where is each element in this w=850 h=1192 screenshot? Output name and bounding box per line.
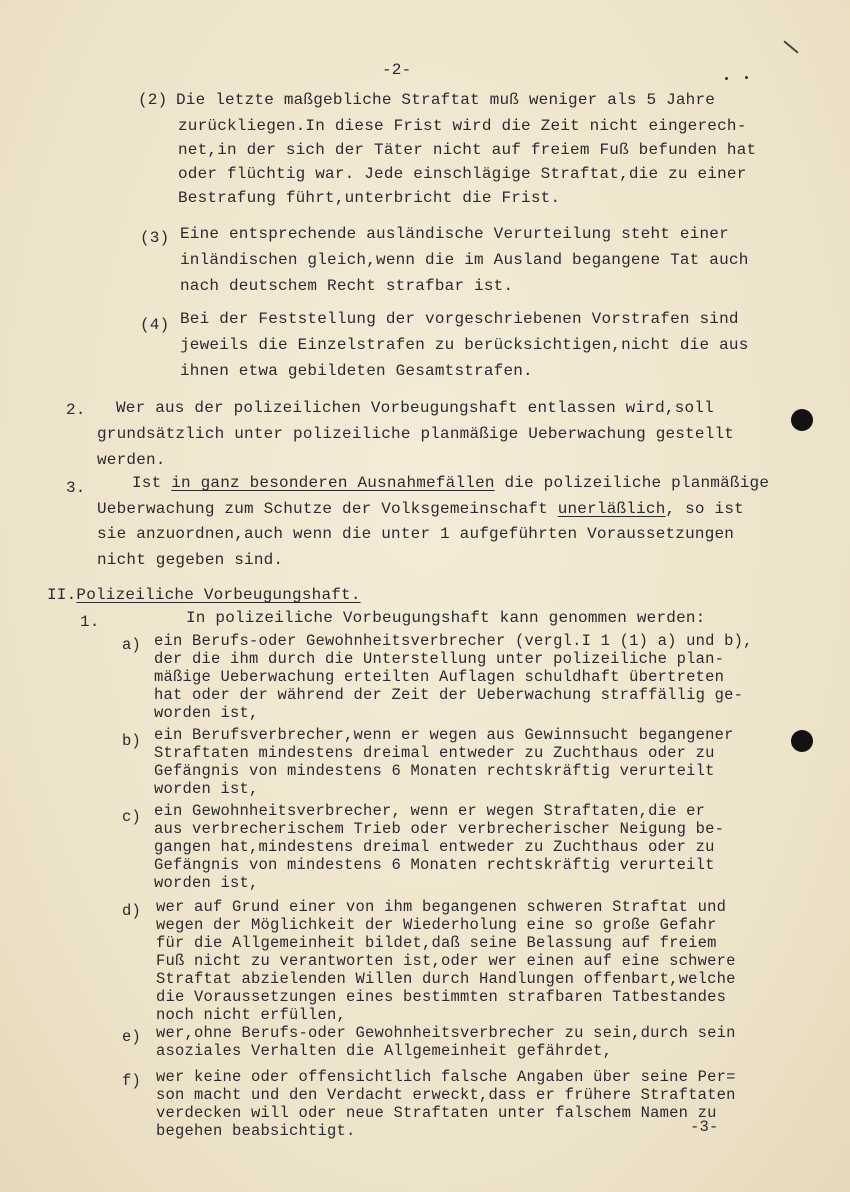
text-fragment: , so ist	[665, 500, 744, 518]
list-label: a)	[122, 636, 142, 654]
text-line: Gefängnis von mindestens 6 Monaten rechtskräftig verurteilt	[154, 856, 715, 874]
text-line: Eine entsprechende ausländische Verurteilung steht einer	[180, 225, 729, 243]
text-line: der die ihm durch die Unterstellung unter polizeiliche plan-	[154, 650, 725, 668]
text-line: grundsätzlich unter polizeiliche planmäßige Ueberwachung gestellt	[97, 425, 735, 443]
text-line: die Voraussetzungen eines bestimmten strafbaren Tatbestandes	[156, 988, 727, 1006]
next-page-marker: -3-	[690, 1118, 719, 1136]
text-line: ein Gewohnheitsverbrecher, wenn er wegen Straftaten,die er	[154, 802, 706, 820]
text-line: asoziales Verhalten die Allgemeinheit gefährdet,	[156, 1042, 613, 1060]
underlined-phrase: in ganz besonderen Ausnahmefällen	[171, 474, 495, 492]
text-line: wer,ohne Berufs-oder Gewohnheitsverbrecher zu sein,durch sein	[156, 1024, 736, 1042]
text-line: Straftat abzielenden Willen durch Handlungen offenbart,welche	[156, 970, 736, 988]
list-label: e)	[122, 1028, 142, 1046]
paragraph-label: (3)	[140, 229, 170, 247]
text-line: wer keine oder offensichtlich falsche Angaben über seine Per=	[156, 1068, 736, 1086]
text-line: für die Allgemeinheit bildet,daß seine Belassung auf freiem	[156, 934, 717, 952]
text-line: begehen beabsichtigt.	[156, 1122, 356, 1140]
text-line: In polizeiliche Vorbeugungshaft kann genommen werden:	[186, 609, 706, 627]
text-line: son macht und den Verdacht erweckt,dass er frühere Straftaten	[156, 1086, 736, 1104]
item-label: 1.	[80, 613, 100, 631]
text-line	[132, 473, 769, 493]
text-line: wegen der Möglichkeit der Wiederholung eine so große Gefahr	[156, 916, 717, 934]
text-line: oder flüchtig war. Jede einschlägige Straftat,die zu einer	[178, 165, 747, 183]
text-line: verdecken will oder neue Straftaten unter falschem Namen zu	[156, 1104, 717, 1122]
punch-hole	[791, 730, 813, 752]
page-number: -2-	[382, 61, 412, 79]
text-fragment: die polizeiliche planmäßige	[494, 474, 770, 492]
item-label: 3.	[66, 479, 86, 497]
text-line: noch nicht erfüllen,	[156, 1006, 347, 1024]
ink-dot	[725, 77, 728, 80]
paper-mark	[783, 40, 798, 53]
underlined-phrase: unerläßlich	[557, 500, 666, 518]
text-line: Gefängnis von mindestens 6 Monaten rechtskräftig verurteilt	[154, 762, 715, 780]
item-label: 2.	[66, 401, 86, 419]
text-line: Fuß nicht zu verantworten ist,oder wer einen auf eine schwere	[156, 952, 736, 970]
list-label: c)	[122, 808, 142, 826]
text-line: worden ist,	[154, 704, 259, 722]
text-fragment: Ist	[132, 474, 172, 492]
text-line: worden ist,	[154, 874, 259, 892]
text-line: zurückliegen.In diese Frist wird die Zeit nicht eingerech-	[178, 117, 747, 135]
text-line: ein Berufs-oder Gewohnheitsverbrecher (vergl.I 1 (1) a) und b),	[154, 632, 753, 650]
section-title: Polizeiliche Vorbeugungshaft.	[76, 586, 361, 604]
text-line: nach deutschem Recht strafbar ist.	[180, 277, 514, 295]
list-label: f)	[122, 1072, 142, 1090]
text-line: nicht gegeben sind.	[97, 551, 284, 569]
text-fragment: Ueberwachung zum Schutze der Volksgemeinschaft	[97, 500, 558, 518]
ink-dot	[745, 76, 748, 79]
text-line: mäßige Ueberwachung erteilten Auflagen schuldhaft übertreten	[154, 668, 725, 686]
text-line: sie anzuordnen,auch wenn die unter 1 aufgeführten Voraussetzungen	[97, 525, 735, 543]
text-line: gangen hat,mindestens dreimal entweder zu Zuchthaus oder zu	[154, 838, 715, 856]
text-line: Die letzte maßgebliche Straftat muß weniger als 5 Jahre	[176, 91, 716, 109]
section-heading	[47, 585, 361, 605]
text-line: Bei der Feststellung der vorgeschriebenen Vorstrafen sind	[180, 310, 739, 328]
paragraph-label: (4)	[140, 316, 170, 334]
text-line: ein Berufsverbrecher,wenn er wegen aus Gewinnsucht begangener	[154, 726, 734, 744]
text-line: Bestrafung führt,unterbricht die Frist.	[178, 189, 561, 207]
list-label: d)	[122, 902, 142, 920]
text-line: Straftaten mindestens dreimal entweder zu Zuchthaus oder zu	[154, 744, 715, 762]
text-line	[97, 499, 744, 519]
text-line: net,in der sich der Täter nicht auf freiem Fuß befunden hat	[178, 141, 757, 159]
punch-hole	[791, 409, 813, 431]
paragraph-label: (2)	[138, 91, 168, 109]
text-line: worden ist,	[154, 780, 259, 798]
text-line: werden.	[97, 451, 166, 469]
text-line: ihnen etwa gebildeten Gesamtstrafen.	[180, 362, 533, 380]
text-line: Wer aus der polizeilichen Vorbeugungshaft entlassen wird,soll	[116, 399, 714, 417]
list-label: b)	[122, 732, 142, 750]
text-line: hat oder der während der Zeit der Ueberwachung straffällig ge-	[154, 686, 744, 704]
text-line: inländischen gleich,wenn die im Ausland begangene Tat auch	[180, 251, 749, 269]
text-line: jeweils die Einzelstrafen zu berücksichtigen,nicht die aus	[180, 336, 749, 354]
section-numeral: II.	[47, 586, 77, 604]
text-line: wer auf Grund einer von ihm begangenen schweren Straftat und	[156, 898, 727, 916]
text-line: aus verbrecherischem Trieb oder verbrecherischer Neigung be-	[154, 820, 725, 838]
